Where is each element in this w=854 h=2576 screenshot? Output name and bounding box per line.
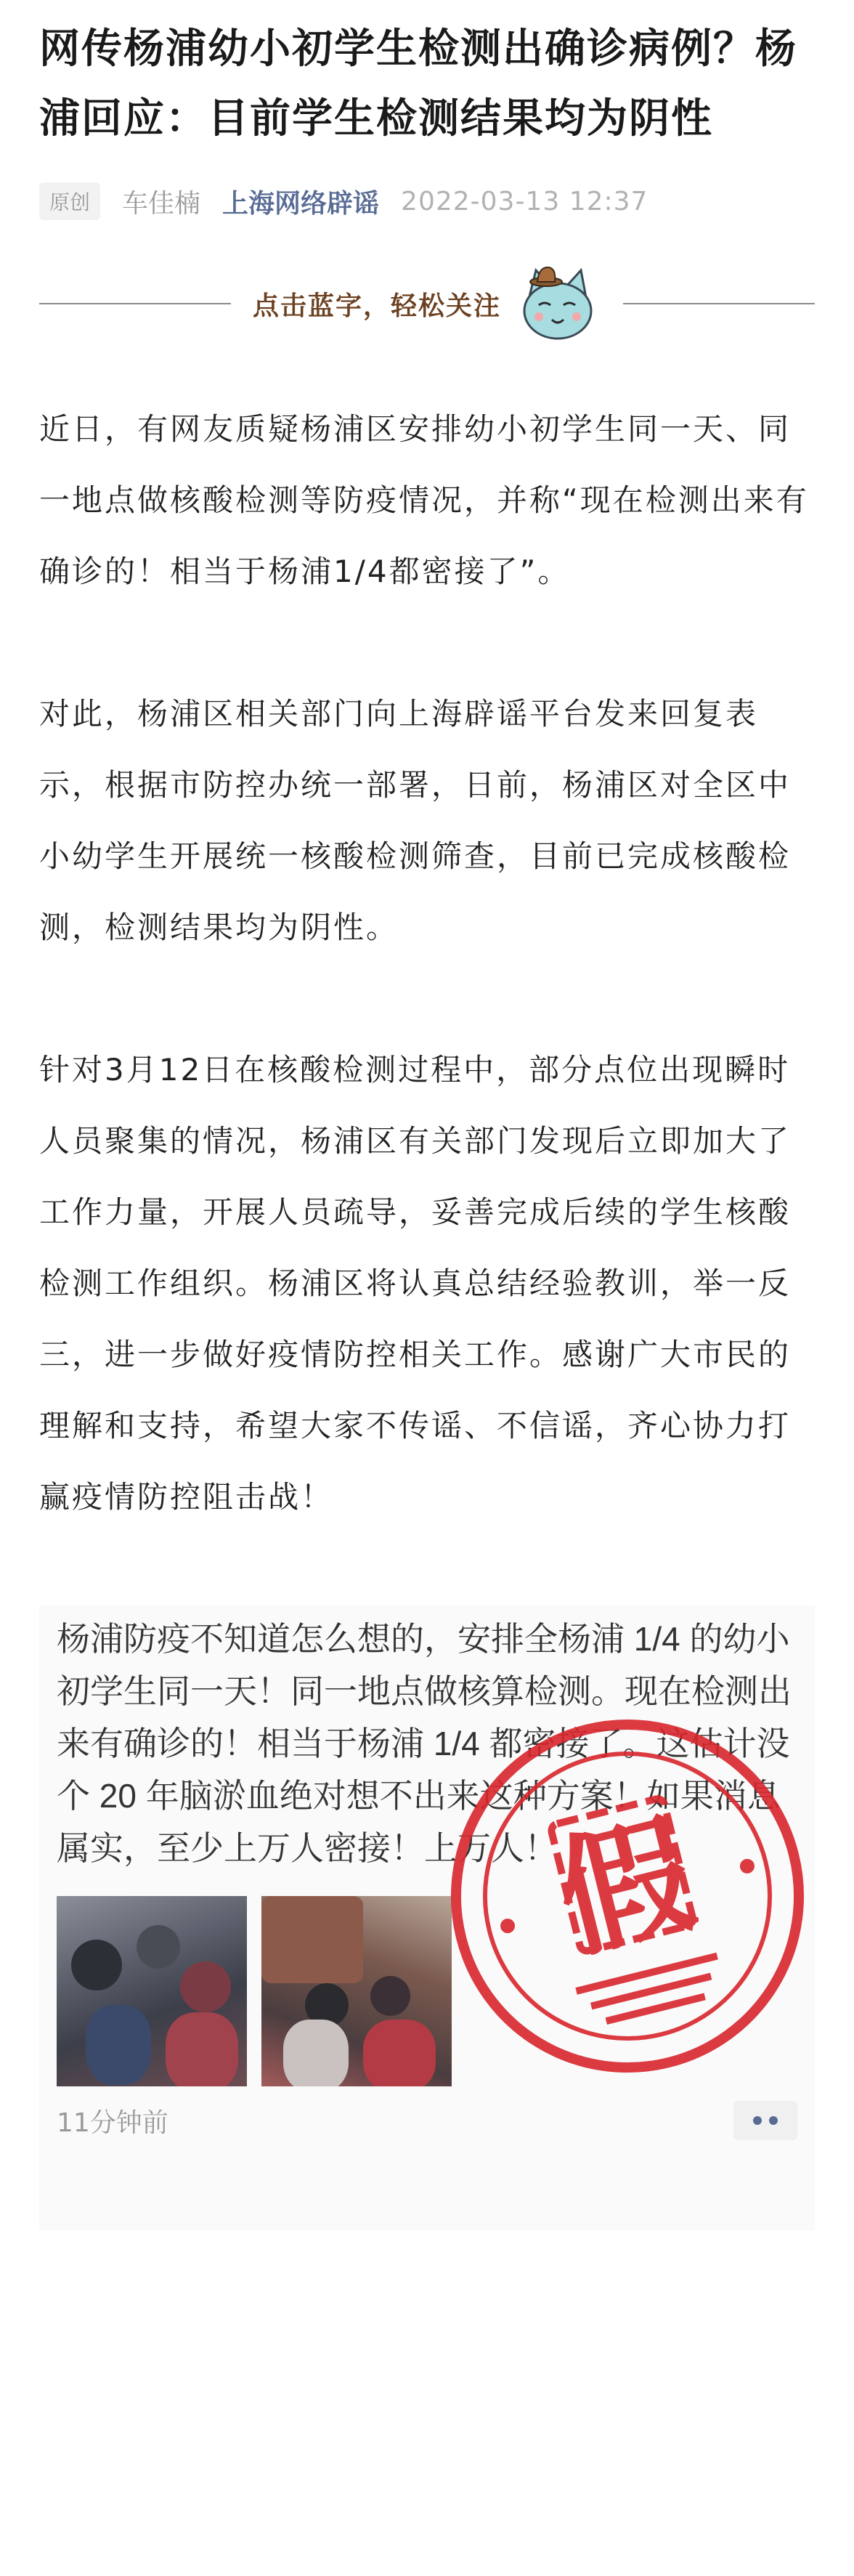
paragraph-1: 近日，有网友质疑杨浦区安排幼小初学生同一天、同一地点做核酸检测等防疫情况，并称“现在检测出来有确诊的！相当于杨浦1/4都密接了”。 — [39, 411, 809, 589]
divider-left — [39, 303, 231, 304]
paragraph-2: 对此，杨浦区相关部门向上海辟谣平台发来回复表示，根据市防控办统一部署，日前，杨浦区对全区中小幼学生开展统一核酸检测筛查，目前已完成核酸检测，检测结果均为阴性。 — [39, 696, 792, 945]
crowd-photo-1[interactable] — [57, 1896, 247, 2086]
author-name: 车佳楠 — [122, 188, 201, 219]
rumor-post-text: 杨浦防疫不知道怎么想的，安排全杨浦 1/4 的幼小初学生同一天！同一地点做核算检测。现在检测出来有确诊的！相当于杨浦 1/4 都密接了。这估计没个 20 年脑淤血绝对想不出来这种方案！如果消息属实，至少上万人密接！上万人！ — [57, 1620, 792, 1867]
paragraph-3: 针对3月12日在核酸检测过程中，部分点位出现瞬时人员聚集的情况，杨浦区有关部门发现后立即加大了工作力量，开展人员疏导，妥善完成后续的学生核酸检测工作组织。杨浦区将认真总结经验教训，举一反三，进一步做好疫情防控相关工作。感谢广大市民的理解和支持，希望大家不传谣、不信谣，齐心协力打赢疫情防控阻击战！ — [39, 1052, 792, 1515]
account-link[interactable]: 上海网络辟谣 — [222, 188, 380, 219]
more-options-button[interactable] — [733, 2101, 797, 2140]
article-meta — [39, 176, 815, 227]
dot-icon — [769, 2116, 778, 2125]
crowd-photo-2[interactable] — [261, 1896, 452, 2086]
publish-date: 2022-03-13 12:37 — [401, 186, 648, 216]
article-title: 网传杨浦幼小初学生检测出确诊病例？杨浦回应：目前学生检测结果均为阴性 — [39, 25, 797, 142]
divider-right — [623, 303, 815, 304]
stamp-char: 假 — [543, 1798, 707, 1978]
follow-banner[interactable] — [39, 260, 815, 347]
dot-icon — [753, 2116, 762, 2125]
post-time: 11分钟前 — [57, 2107, 168, 2138]
rumor-post-screenshot — [39, 1605, 815, 2230]
original-badge: 原创 — [39, 182, 100, 220]
rumor-post-footer — [39, 2086, 815, 2140]
cat-mascot-icon — [514, 260, 601, 347]
follow-text: 点击蓝字，轻松关注 — [253, 291, 502, 321]
